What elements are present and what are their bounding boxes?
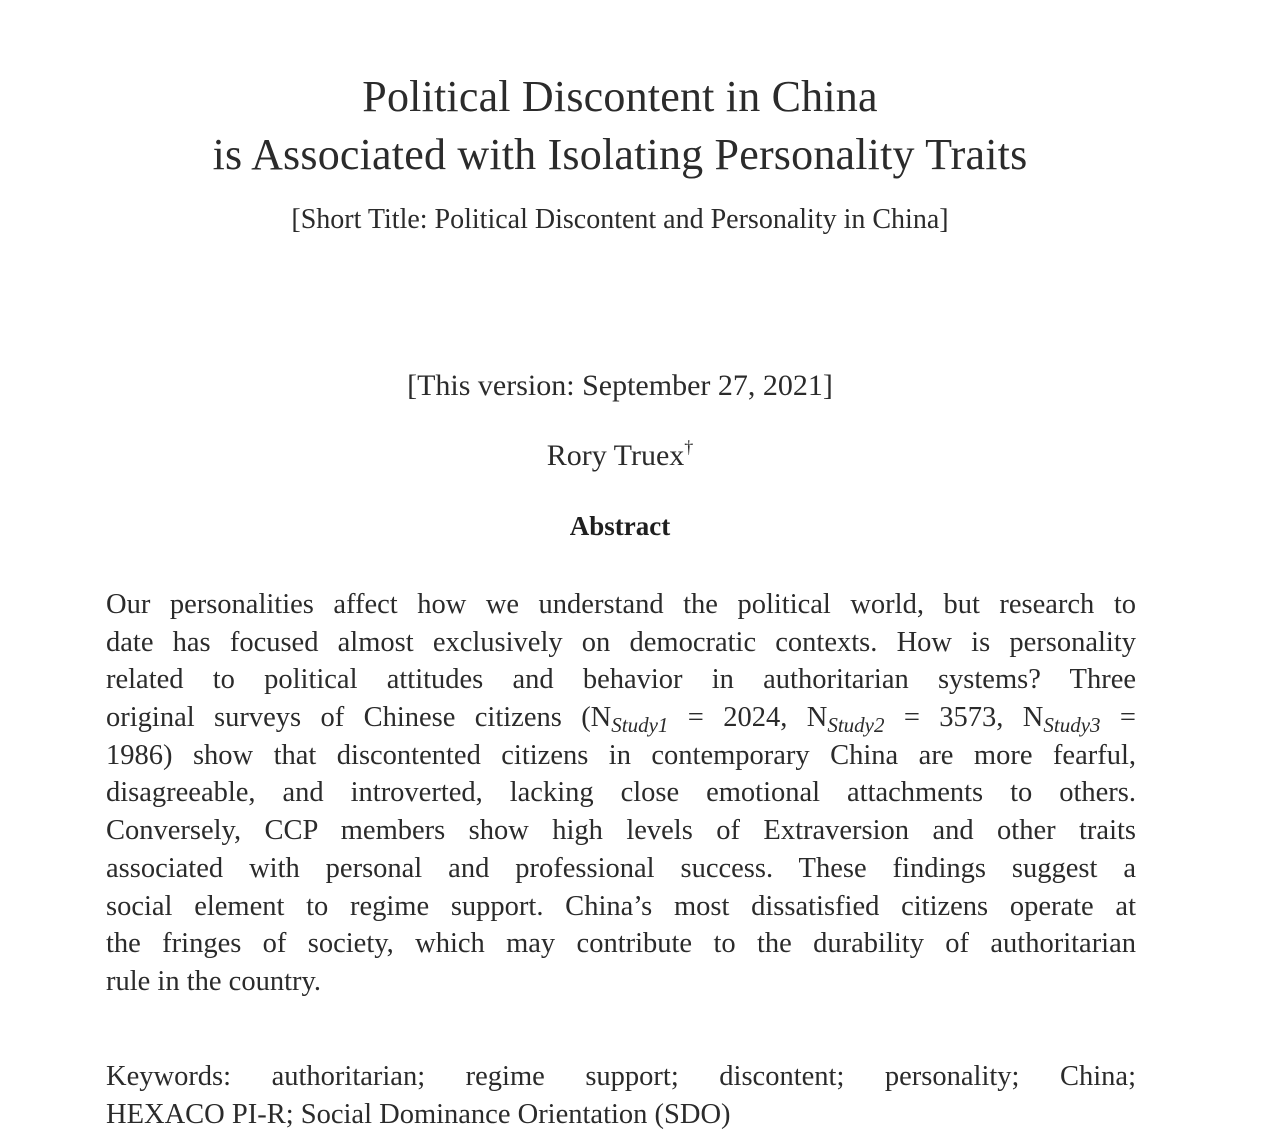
abstract-line: rule in the country. xyxy=(106,965,322,997)
paper-title xyxy=(0,68,1240,184)
sample-text-post: = xyxy=(1100,702,1136,734)
abstract-line: the fringes of society, which may contribute to the durability of authoritarian xyxy=(106,928,1136,960)
short-title: [Short Title: Political Discontent and Personality in China] xyxy=(291,204,949,235)
abstract-line: disagreeable, and introverted, lacking close emotional attachments to others. xyxy=(106,777,1136,809)
sample-text-mid1: = 2024, N xyxy=(668,702,828,734)
abstract-line: associated with personal and professional success. These findings suggest a xyxy=(106,852,1136,884)
version-date: [This version: September 27, 2021] xyxy=(407,369,833,402)
author-line xyxy=(0,436,1240,476)
author-footnote-mark: † xyxy=(684,437,694,457)
sample-text-pre: original surveys of Chinese citizens (N xyxy=(106,702,612,734)
title-line-2: is Associated with Isolating Personality Traits xyxy=(212,130,1028,179)
sample-text-mid2: = 3573, N xyxy=(884,702,1044,734)
abstract-line: related to political attitudes and behavior in authoritarian systems? Three xyxy=(106,664,1136,696)
subscript-study1: Study1 xyxy=(611,713,669,738)
abstract-line: social element to regime support. China’s most dissatisfied citizens operate at xyxy=(106,890,1136,922)
author-name: Rory Truex xyxy=(546,439,685,472)
abstract-line: date has focused almost exclusively on democratic contexts. How is personality xyxy=(106,626,1136,658)
abstract-line: 1986) show that discontented citizens in contemporary China are more fearful, xyxy=(106,739,1136,771)
abstract-line: Our personalities affect how we understand the political world, but research to xyxy=(106,589,1136,620)
abstract-heading: Abstract xyxy=(569,511,671,541)
title-line-1: Political Discontent in China xyxy=(362,72,878,121)
keywords-line-2: HEXACO PI-R; Social Dominance Orientation (SDO) xyxy=(106,1098,731,1130)
subscript-study2: Study2 xyxy=(827,713,885,738)
abstract-body xyxy=(106,586,1136,1001)
abstract-line-sample-sizes xyxy=(106,699,1136,737)
abstract-line: Conversely, CCP members show high levels of Extraversion and other traits xyxy=(106,815,1136,847)
keywords xyxy=(106,1058,1136,1133)
subscript-study3: Study3 xyxy=(1043,713,1101,738)
keywords-line-1: Keywords: authoritarian; regime support; discontent; personality; China; xyxy=(106,1061,1136,1092)
